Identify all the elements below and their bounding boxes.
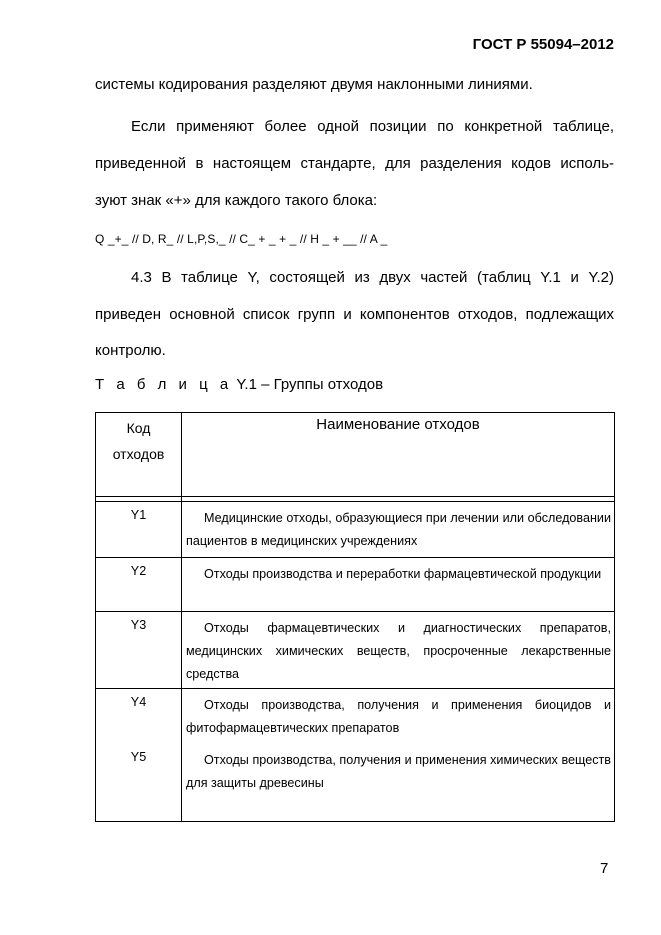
code-format-line: Q _+_ // D, R_ // L,P,S,_ // C_ + _ + _ // H _ + __ // A _ (95, 232, 388, 246)
table-row (96, 744, 615, 822)
col-header-name: Наименование отходов (182, 413, 615, 497)
table-row (96, 612, 615, 689)
table-caption-text: Y.1 – Группы отходов (236, 376, 384, 393)
paragraph-line: 4.3 В таблице Y, состоящей из двух частей (таблиц Y.1 и Y.2) (131, 269, 614, 286)
col-header-code-l2: отходов (112, 446, 165, 462)
col-header-code (96, 413, 182, 497)
paragraph-line: приведенной в настоящем стандарте, для разделения кодов исполь- (95, 155, 614, 172)
cell-desc (182, 612, 615, 689)
paragraph-line: контролю. (95, 342, 166, 359)
cell-code: Y3 (96, 612, 182, 689)
document-header-id: ГОСТ Р 55094–2012 (472, 36, 614, 53)
cell-desc (182, 558, 615, 612)
waste-groups-table (95, 412, 615, 822)
table-row (96, 558, 615, 612)
paragraph-line: системы кодирования разделяют двумя наклонными линиями. (95, 76, 533, 93)
cell-code: Y4 (96, 689, 182, 745)
cell-desc (182, 689, 615, 745)
col-header-code-l1: Код (126, 420, 151, 436)
cell-desc-text: Отходы производства, получения и применения биоцидов и фитофармацевтических препаратов (186, 698, 611, 735)
table-caption-prefix: Т а б л и ц а (95, 376, 233, 393)
cell-code: Y2 (96, 558, 182, 612)
table-caption (95, 376, 383, 393)
paragraph-line: Если применяют более одной позиции по конкретной таблице, (131, 118, 614, 135)
cell-desc-text: Отходы производства, получения и применения химических веществ для защиты древесины (186, 753, 611, 790)
page-number: 7 (600, 860, 609, 877)
paragraph-line: зуют знак «+» для каждого такого блока: (95, 192, 378, 209)
cell-desc-text: Отходы фармацевтических и диагностических препаратов, медицинских химических веществ, просроченные лекарственные средства (186, 621, 611, 681)
table-row (96, 502, 615, 558)
cell-code: Y5 (96, 744, 182, 822)
cell-desc (182, 744, 615, 822)
cell-desc-text: Отходы производства и переработки фармацевтической продукции (204, 567, 602, 581)
paragraph-line: приведен основной список групп и компонентов отходов, подлежащих (95, 306, 614, 323)
cell-code: Y1 (96, 502, 182, 558)
cell-desc (182, 502, 615, 558)
table-row (96, 689, 615, 745)
cell-desc-text: Медицинские отходы, образующиеся при лечении или обследовании пациентов в медицинских учреждениях (186, 511, 611, 548)
table-header-row (96, 413, 615, 497)
